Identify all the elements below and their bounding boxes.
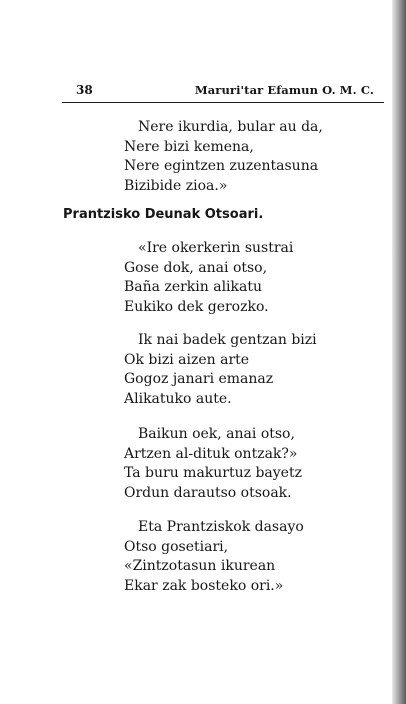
poem-line: Gogoz janari emanaz	[124, 371, 274, 387]
poem-line: Otso gosetiari,	[124, 538, 229, 555]
poem-line: Baikun oek, anai otso,	[138, 426, 295, 442]
poem-line: Alikatuko aute.	[124, 390, 232, 407]
section-heading: Prantzisko Deunak Otsoari.	[63, 207, 264, 222]
poem-line: Eta Prantziskok dasayo	[138, 519, 304, 535]
poem-line: Nere bizi kemena,	[124, 138, 254, 155]
poem-stanza	[124, 118, 323, 196]
poem-line: Gose dok, anai otso,	[124, 259, 268, 276]
page-edge-shadow	[392, 0, 406, 704]
poem-line: «Zintzotasun ikurean	[124, 558, 276, 574]
poem-line: Nere ikurdia, bular au da,	[138, 119, 323, 135]
header-rule	[62, 102, 384, 103]
poem-line: «Ire okerkerin sustrai	[138, 240, 294, 256]
poem-line: Nere egintzen zuzentasuna	[124, 158, 319, 174]
poem-line: Baña zerkin alikatu	[124, 279, 263, 295]
poem-stanza	[124, 239, 293, 317]
poem-line: Ok bizi aizen arte	[124, 351, 250, 368]
poem-stanza	[124, 331, 317, 409]
poem-line: Ta buru makurtuz bayetz	[124, 465, 302, 481]
poem-line: Eukiko dek gerozko.	[124, 298, 269, 315]
poem-line: Artzen al-dituk ontzak?»	[124, 445, 298, 462]
poem-line: Ekar zak bosteko ori.»	[124, 577, 284, 594]
running-title: Maruri'tar Efamun O. M. C.	[194, 83, 374, 97]
page-header	[62, 83, 384, 101]
poem-line: Bizibide zioa.»	[124, 177, 228, 194]
poem-stanza	[124, 425, 302, 503]
poem-line: Ik nai badek gentzan bizi	[138, 332, 317, 348]
page-number: 38	[76, 83, 93, 97]
poem-line: Ordun darautso otsoak.	[124, 484, 292, 501]
poem-stanza	[124, 518, 304, 596]
